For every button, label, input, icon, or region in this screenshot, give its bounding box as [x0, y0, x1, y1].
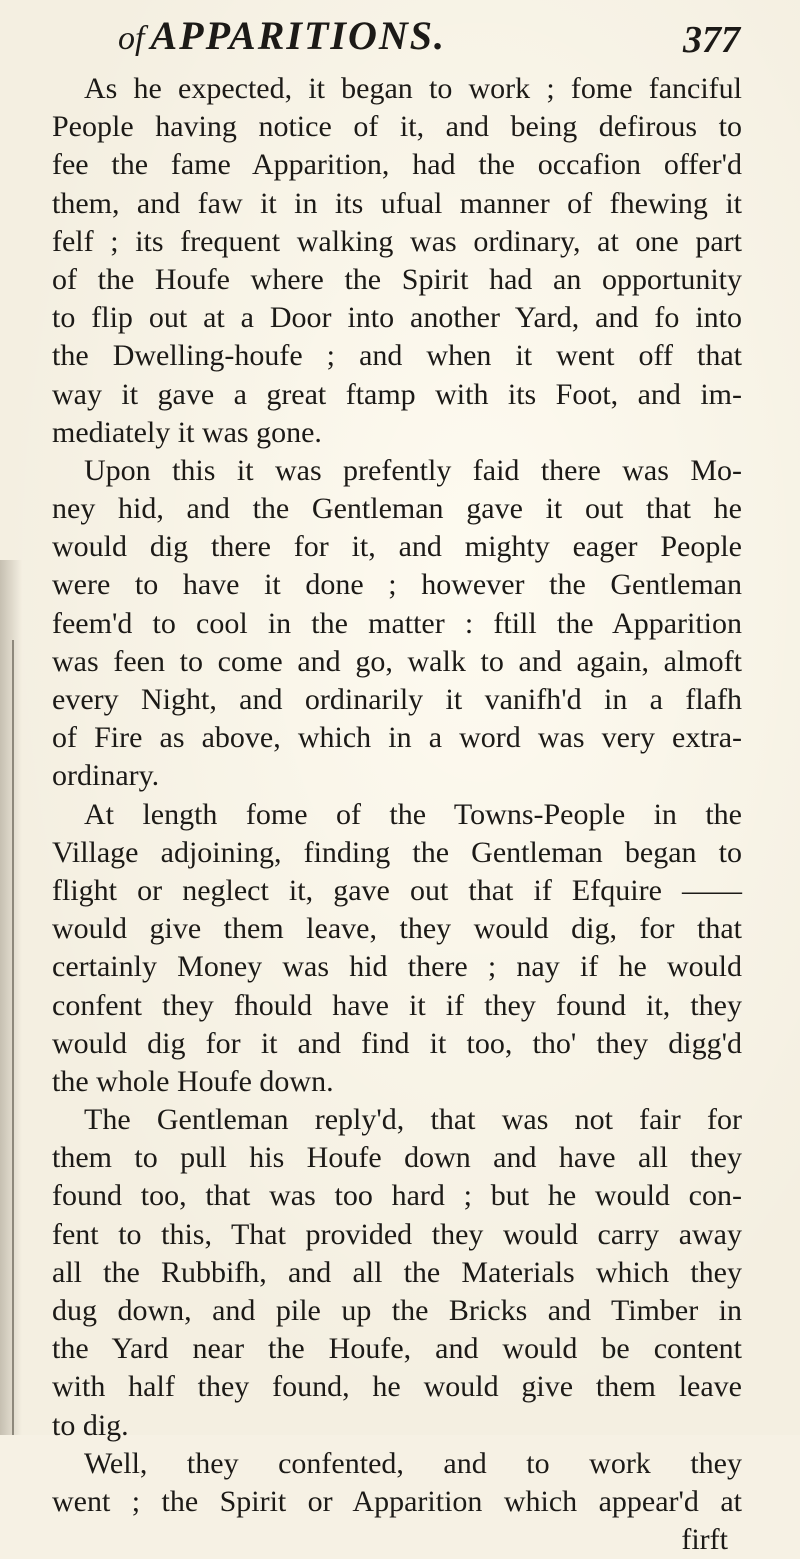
page-header: [118, 8, 738, 74]
text-line: to dig.: [52, 1408, 129, 1442]
text-line: would give them leave, they would dig, for that: [52, 912, 742, 946]
text-line: confent they fhould have it if they found it, they: [52, 988, 742, 1022]
text-line: with half they found, he would give them leave: [52, 1370, 742, 1404]
text-line: the Yard near the Houfe, and would be content: [52, 1332, 742, 1366]
text-line: fent to this, That provided they would carry away: [52, 1217, 742, 1251]
text-line: to flip out at a Door into another Yard, and fo into: [52, 301, 742, 335]
running-head-title: APPARITIONS.: [150, 13, 446, 58]
text-line: them to pull his Houfe down and have all they: [52, 1141, 742, 1175]
text-line: every Night, and ordinarily it vanifh'd in a flafh: [52, 683, 742, 716]
text-line: Village adjoining, finding the Gentleman began to: [52, 835, 742, 869]
text-line: As he expected, it began to work ; fome fanciful: [84, 72, 742, 105]
text-line: the whole Houfe down.: [52, 1064, 334, 1098]
text-line: People having notice of it, and being defirous to: [52, 110, 742, 144]
text-line: flight or neglect it, gave out that if Efquire ——: [52, 873, 742, 907]
text-line: of the Houfe where the Spirit had an opportunity: [52, 262, 742, 296]
text-line: fee the fame Apparition, had the occafion offer'd: [52, 148, 742, 182]
text-line: were to have it done ; however the Gentleman: [52, 568, 742, 602]
text-line: way it gave a great ftamp with its Foot, and im-: [52, 377, 742, 411]
text-line: ney hid, and the Gentleman gave it out that he: [52, 492, 742, 526]
text-line: all the Rubbifh, and all the Materials which they: [52, 1255, 742, 1289]
text-line: was feen to come and go, walk to and again, almoft: [52, 644, 742, 678]
page-number: 377: [683, 19, 740, 61]
text-line: of Fire as above, which in a word was very extra-: [52, 721, 742, 755]
text-line: Well, they confented, and to work they: [84, 1446, 742, 1480]
text-line: went ; the Spirit or Apparition which appear'd at: [52, 1484, 742, 1518]
text-line: found too, that was too hard ; but he would con-: [52, 1179, 742, 1213]
text-line: the Dwelling-houfe ; and when it went off that: [52, 339, 742, 373]
catchword: firft: [681, 1523, 728, 1557]
body-text: [52, 70, 742, 1559]
text-line: certainly Money was hid there ; nay if he would: [52, 950, 742, 984]
text-line: felf ; its frequent walking was ordinary, at one part: [52, 224, 742, 258]
text-line: ordinary.: [52, 759, 160, 793]
text-line: The Gentleman reply'd, that was not fair for: [84, 1103, 742, 1137]
text-line: would dig there for it, and mighty eager People: [52, 530, 742, 564]
text-line: Upon this it was prefently faid there was Mo-: [84, 453, 742, 487]
text-line: At length fome of the Towns-People in the: [84, 797, 742, 831]
text-line: dug down, and pile up the Bricks and Timber in: [52, 1294, 742, 1327]
binding-shadow: [0, 560, 22, 1435]
running-head-of: of: [118, 20, 145, 57]
text-line: would dig for it and find it too, tho' they digg'd: [52, 1026, 742, 1060]
running-head: [118, 12, 446, 59]
text-line: feem'd to cool in the matter : ftill the Apparition: [52, 606, 742, 640]
text-line: mediately it was gone.: [52, 415, 322, 449]
binding-edge: [12, 640, 14, 1435]
text-line: them, and faw it in its ufual manner of fhewing it: [52, 186, 742, 220]
